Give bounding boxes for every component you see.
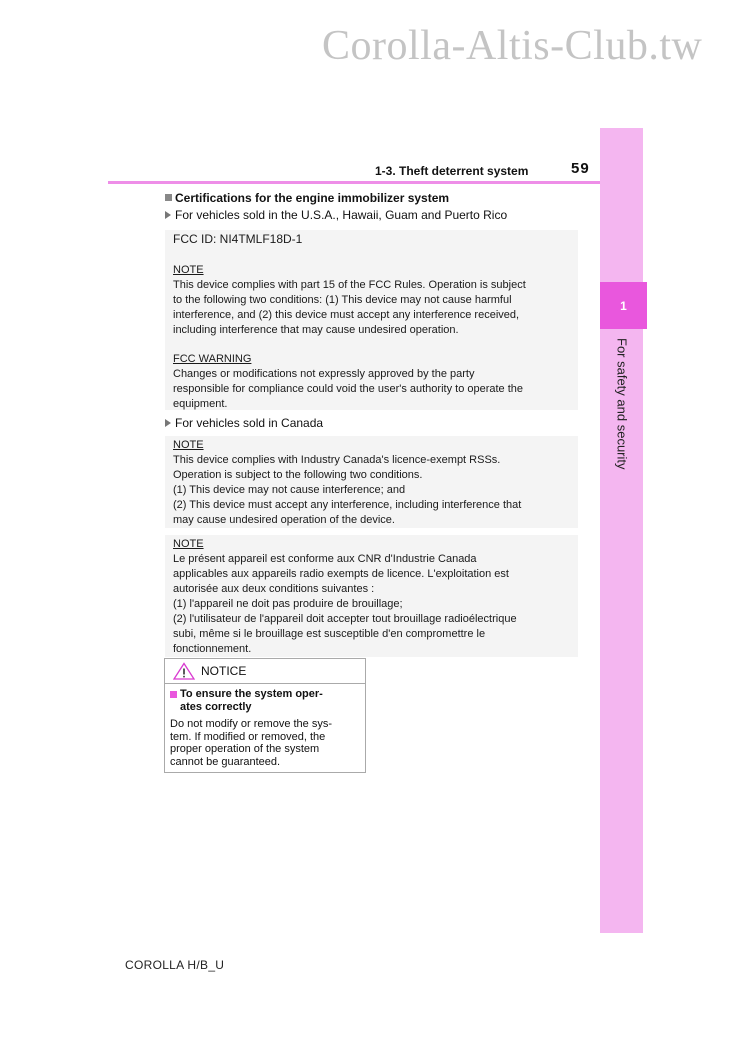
usa-fcc-box bbox=[165, 230, 578, 410]
canada-english-box bbox=[165, 436, 578, 528]
notice-body-line: Do not modify or remove the sys- bbox=[170, 718, 333, 730]
fcc-note-title: NOTE bbox=[173, 264, 204, 276]
canada-note-line: may cause undesired operation of the device. bbox=[173, 514, 395, 526]
canada-subheading: For vehicles sold in Canada bbox=[165, 416, 323, 430]
fcc-warning-title: FCC WARNING bbox=[173, 353, 252, 365]
chapter-number-badge: 1 bbox=[600, 282, 647, 329]
canada-note-fr-line: fonctionnement. bbox=[173, 643, 252, 655]
canada-french-box bbox=[165, 535, 578, 657]
fcc-note-line: to the following two conditions: (1) This device may not cause harmful bbox=[173, 294, 512, 306]
canada-note-fr-title: NOTE bbox=[173, 538, 204, 550]
usa-subheading: For vehicles sold in the U.S.A., Hawaii, Guam and Puerto Rico bbox=[165, 208, 507, 222]
notice-box bbox=[164, 658, 366, 773]
fcc-warning-line: Changes or modifications not expressly approved by the party bbox=[173, 368, 475, 380]
notice-body bbox=[165, 714, 365, 768]
canada-note-title: NOTE bbox=[173, 439, 204, 451]
canada-note-fr-line: autorisée aux deux conditions suivantes : bbox=[173, 583, 375, 595]
pink-square-bullet-icon bbox=[170, 691, 177, 698]
notice-title: NOTICE bbox=[201, 664, 247, 678]
footer-model-code: COROLLA H/B_U bbox=[125, 958, 225, 972]
notice-subheading bbox=[165, 684, 365, 714]
canada-note-fr-line: Le présent appareil est conforme aux CNR d'Industrie Canada bbox=[173, 553, 477, 565]
square-bullet-icon bbox=[165, 194, 172, 201]
canada-note-line: (2) This device must accept any interference, including interference that bbox=[173, 499, 522, 511]
canada-note-fr-line: applicables aux appareils radio exempts de licence. L'exploitation est bbox=[173, 568, 509, 580]
header-rule bbox=[108, 181, 600, 184]
notice-header bbox=[165, 659, 365, 684]
notice-body-line: tem. If modified or removed, the bbox=[170, 730, 326, 743]
fcc-warning-line: equipment. bbox=[173, 398, 228, 410]
canada-note-line: (1) This device may not cause interference; and bbox=[173, 484, 406, 496]
warning-triangle-icon bbox=[173, 662, 195, 680]
canada-note-line: Operation is subject to the following two conditions. bbox=[173, 469, 423, 481]
canada-note-line: This device complies with Industry Canada's licence-exempt RSSs. bbox=[173, 454, 501, 466]
section-heading: Certifications for the engine immobilizer system bbox=[165, 191, 449, 205]
canada-note-fr-line: (2) l'utilisateur de l'appareil doit accepter tout brouillage radioélectrique bbox=[173, 613, 517, 625]
canada-note-fr-line: (1) l'appareil ne doit pas produire de brouillage; bbox=[173, 598, 403, 610]
notice-body-line: proper operation of the system bbox=[170, 743, 320, 755]
section-title: 1-3. Theft deterrent system bbox=[375, 164, 529, 178]
chapter-side-tab bbox=[600, 128, 643, 933]
fcc-warning-line: responsible for compliance could void the user's authority to operate the bbox=[173, 383, 524, 395]
triangle-bullet-icon bbox=[165, 419, 171, 427]
fcc-note-line: including interference that may cause undesired operation. bbox=[173, 324, 459, 336]
notice-subheading-line: ates correctly bbox=[180, 701, 252, 713]
page-number: 59 bbox=[571, 160, 590, 177]
notice-body-line: cannot be guaranteed. bbox=[170, 755, 281, 768]
chapter-side-label: For safety and security bbox=[614, 338, 630, 470]
fcc-note-line: interference, and (2) this device must accept any interference received, bbox=[173, 309, 520, 321]
fcc-id: FCC ID: NI4TMLF18D-1 bbox=[173, 232, 303, 246]
fcc-note-line: This device complies with part 15 of the FCC Rules. Operation is subject bbox=[173, 279, 526, 291]
notice-subheading-line: To ensure the system oper- bbox=[180, 688, 323, 700]
canada-note-fr-line: subi, même si le brouillage est susceptible d'en compromettre le bbox=[173, 628, 486, 640]
watermark: Corolla-Altis-Club.tw bbox=[322, 23, 703, 69]
triangle-bullet-icon bbox=[165, 211, 171, 219]
